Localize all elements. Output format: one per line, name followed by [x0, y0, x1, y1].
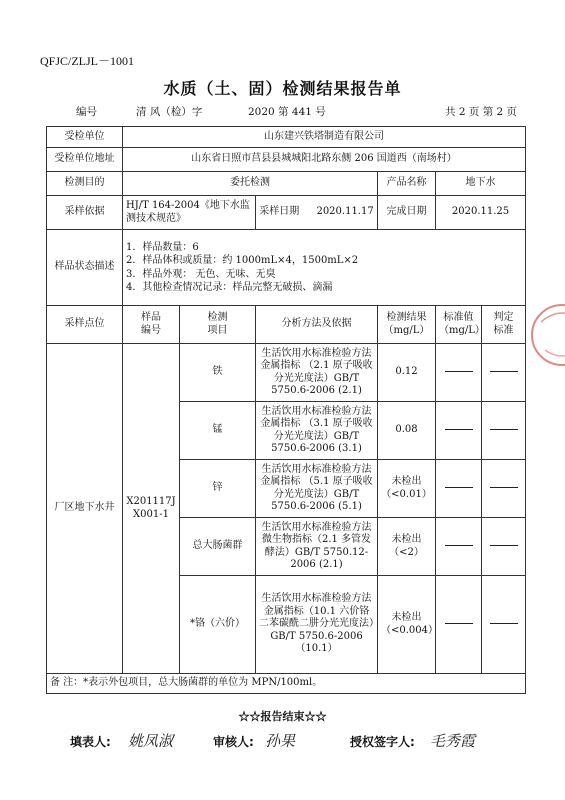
standard-dash — [436, 576, 482, 674]
judge-dash — [482, 402, 526, 460]
filler-signature: 姚凤淑 — [128, 732, 174, 750]
approver-label: 授权签字人: — [350, 735, 415, 749]
basis-value: HJ/T 164-2004《地下水监测技术规范》 — [123, 196, 256, 230]
result-value: 未检出 （<0.004） — [378, 576, 436, 674]
result-method: 生活饮用水标准检验方法 金属指标 （2.1 原子吸收分光光度法）GB/T 5750.6-2006 (2.1) — [256, 344, 378, 402]
state-item: 3．样品外观： 无色、无味、无臭 — [126, 268, 276, 280]
address-value: 山东省日照市莒县县城城阳北路东侧 206 国道西（南场村） — [123, 148, 526, 172]
result-method: 生活饮用水标准检验方法 微生物指标（2.1 多管发酵法）GB/T 5750.12-2006 (2.1) — [256, 518, 378, 576]
judge-dash — [482, 344, 526, 402]
standard-dash — [436, 518, 482, 576]
result-method: 生活饮用水标准检验方法 金属指标 （3.1 原子吸收分光光度法）GB/T 5750.6-2006 (3.1) — [256, 402, 378, 460]
state-item: 4．其他检查情况记录：样品完整无破损、滴漏 — [126, 282, 333, 293]
standard-dash — [436, 460, 482, 518]
result-item: 锌 — [180, 460, 256, 518]
result-item: *铬（六价） — [180, 576, 256, 674]
state-list — [123, 230, 526, 306]
col-item: 检测 项目 — [180, 306, 256, 344]
result-item: 锰 — [180, 402, 256, 460]
standard-dash — [436, 344, 482, 402]
state-item: 2．样品体积或质量：约 1000mL×4，1500mL×2 — [126, 255, 359, 266]
state-item: 1．样品数量：6 — [126, 241, 199, 253]
state-label: 样品状态描述 — [47, 230, 123, 306]
col-standard: 标准值 （mg/L） — [436, 306, 482, 344]
purpose-value: 委托检测 — [123, 172, 378, 196]
basis-label: 采样依据 — [47, 196, 123, 230]
purpose-label: 检测目的 — [47, 172, 123, 196]
col-result: 检测结果 （mg/L） — [378, 306, 436, 344]
result-value: 未检出 （<2） — [378, 518, 436, 576]
number-label: 编号 — [76, 106, 97, 118]
point-name: 厂区地下水井 — [47, 344, 123, 674]
col-point: 采样点位 — [47, 306, 123, 344]
client-label: 受检单位 — [47, 127, 123, 148]
document-code: QFJC/ZLJL－1001 — [40, 54, 135, 68]
col-sample-no: 样品 编号 — [123, 306, 180, 344]
sample-date-value: 2020.11.17 — [316, 206, 374, 218]
judge-dash — [482, 576, 526, 674]
sample-number: X201117J X001-1 — [123, 344, 180, 674]
done-date-value: 2020.11.25 — [436, 196, 526, 230]
product-label: 产品名称 — [378, 172, 436, 196]
product-value: 地下水 — [436, 172, 526, 196]
judge-dash — [482, 460, 526, 518]
sample-date-label: 采样日期 — [259, 206, 300, 218]
result-value: 0.08 — [378, 402, 436, 460]
table-row — [47, 344, 526, 402]
filler-label: 填表人: — [70, 735, 111, 749]
result-method: 生活饮用水标准检验方法 金属指标 （5.1 原子吸收分光光度法）GB/T 5750.6-2006 (5.1) — [256, 460, 378, 518]
standard-dash — [436, 402, 482, 460]
judge-dash — [482, 518, 526, 576]
col-judge: 判定 标准 — [482, 306, 526, 344]
report-end: ☆☆报告结束☆☆ — [238, 710, 327, 723]
sample-date — [256, 196, 378, 230]
approver-signature: 毛秀霞 — [430, 732, 476, 750]
result-method: 生活饮用水标准检验方法 金属指标（10.1 六价铬 二苯碳酰二肼分光光度法）GB/T 5750.6-2006（10.1） — [256, 576, 378, 674]
result-value: 未检出 （<0.01） — [378, 460, 436, 518]
col-method: 分析方法及依据 — [256, 306, 378, 344]
result-item: 铁 — [180, 344, 256, 402]
address-label: 受检单位地址 — [47, 148, 123, 172]
note: 备 注：*表示外包项目，总大肠菌群的单位为 MPN/100ml。 — [47, 674, 526, 694]
report-table — [46, 126, 526, 694]
number-value: 2020 第 441 号 — [248, 106, 326, 118]
reviewer-signature: 孙果 — [265, 732, 296, 750]
page-title: 水质（土、固）检测结果报告单 — [163, 79, 402, 98]
seal-stamp-icon — [527, 300, 565, 370]
page-count: 共 2 页 第 2 页 — [445, 106, 518, 118]
client-value: 山东建兴铁塔制造有限公司 — [123, 127, 526, 148]
result-value: 0.12 — [378, 344, 436, 402]
reviewer-label: 审核人: — [213, 735, 254, 749]
result-item: 总大肠菌群 — [180, 518, 256, 576]
number-prefix: 清 风（检）字 — [136, 106, 203, 118]
done-date-label: 完成日期 — [378, 196, 436, 230]
